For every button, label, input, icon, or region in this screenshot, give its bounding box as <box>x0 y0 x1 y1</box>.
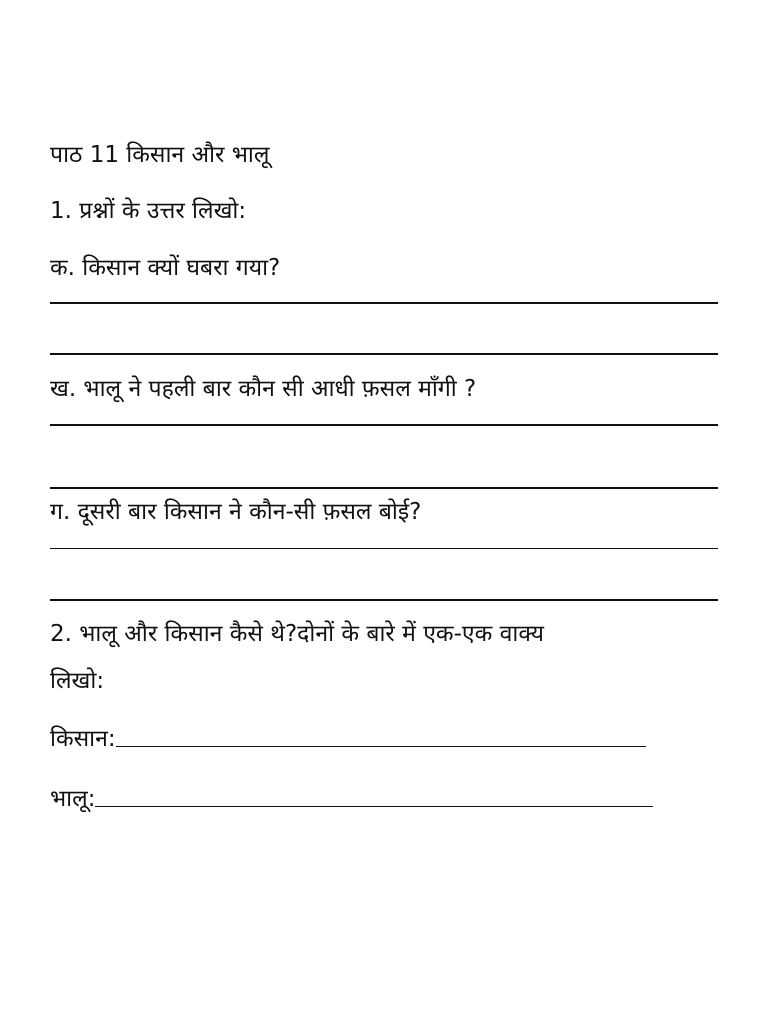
question-1b-text: ख. भालू ने पहली बार कौन सी आधी फ़सल माँगी ? <box>50 376 477 402</box>
lesson-title: पाठ 11 किसान और भालू <box>50 142 270 168</box>
answer-line-1c-1[interactable] <box>50 548 718 549</box>
bear-label: भालू: <box>50 786 96 812</box>
question-1c-text: ग. दूसरी बार किसान ने कौन-सी फ़सल बोई? <box>50 499 422 525</box>
question-2-heading-line2: लिखो: <box>50 668 105 694</box>
bear-answer-blank[interactable] <box>95 806 653 807</box>
bear-answer-row <box>50 784 653 814</box>
question-1a-text: क. किसान क्यों घबरा गया? <box>50 255 281 281</box>
answer-line-1a-1[interactable] <box>50 302 718 304</box>
answer-line-1b-2[interactable] <box>50 487 718 489</box>
answer-line-1a-2[interactable] <box>50 353 718 355</box>
question-2-heading-line1: 2. भालू और किसान कैसे थे?दोनों के बारे में एक-एक वाक्य <box>50 621 544 647</box>
question-1-heading: 1. प्रश्नों के उत्तर लिखो: <box>50 198 247 224</box>
farmer-answer-blank[interactable] <box>116 746 646 747</box>
farmer-answer-row <box>50 724 646 754</box>
answer-line-1c-2[interactable] <box>50 599 718 601</box>
answer-line-1b-1[interactable] <box>50 424 718 426</box>
farmer-label: किसान: <box>50 726 116 752</box>
